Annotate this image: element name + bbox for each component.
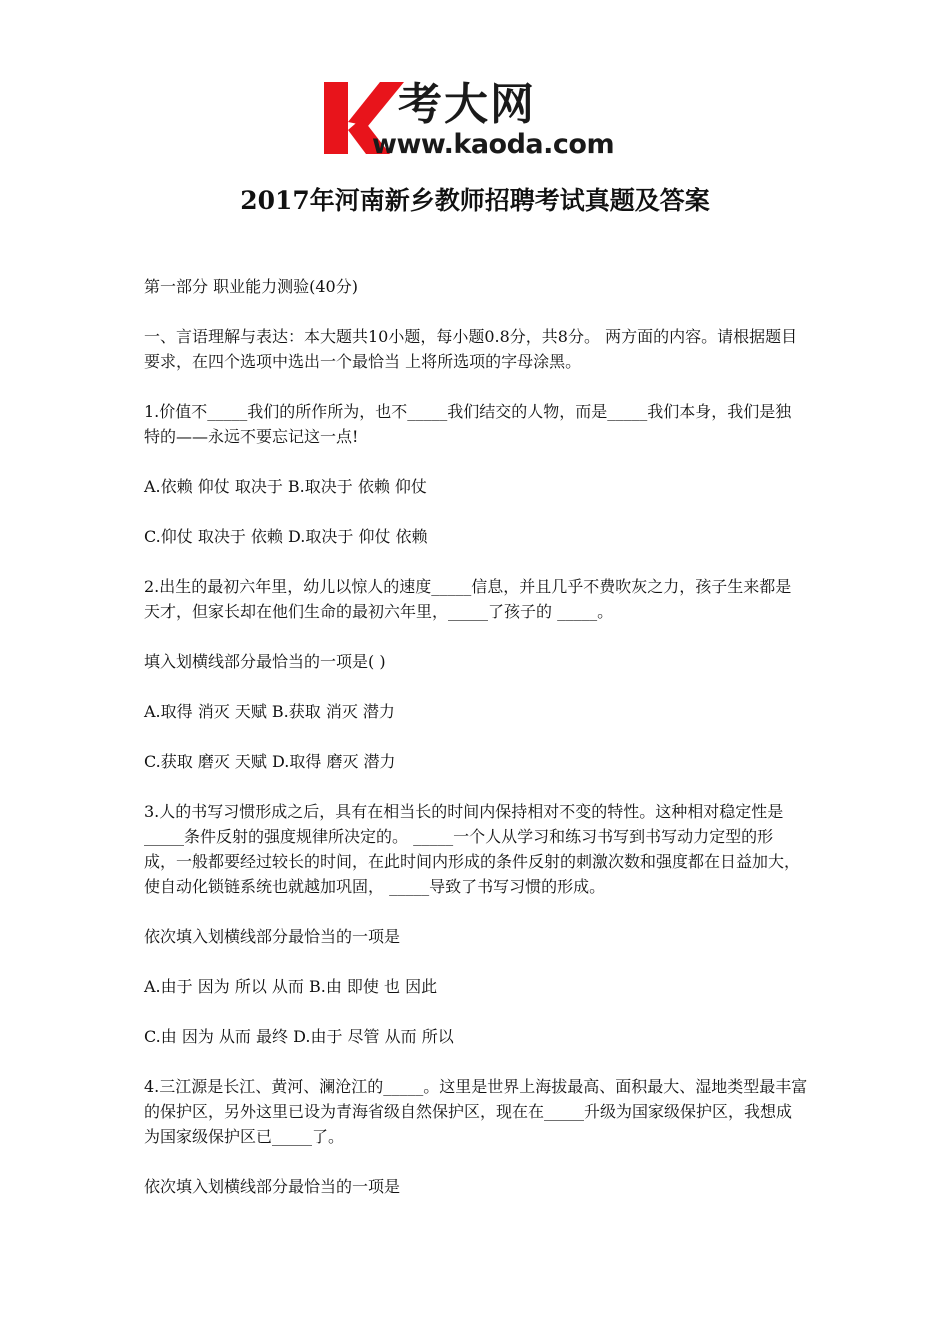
section-intro xyxy=(144,324,820,374)
question-1-options-ab: A.依赖 仰仗 取决于 B.取决于 依赖 仰仗 xyxy=(144,477,427,496)
question-2-options-cd: C.获取 磨灭 天赋 D.取得 磨灭 潜力 xyxy=(144,752,396,771)
logo-url: www.kaoda.com xyxy=(372,129,615,160)
logo-brand-name: 考大网 xyxy=(398,79,536,130)
question-2-prompt: 填入划横线部分最恰当的一项是( ) xyxy=(144,652,386,671)
stem-line: 3.人的书写习惯形成之后，具有在相当长的时间内保持相对不变的特性。这种相对稳定性是 xyxy=(144,802,784,821)
intro-line: 一、言语理解与表达：本大题共10小题，每小题0.8分，共8分。 两方面的内容。请根据题目 xyxy=(144,327,798,346)
logo-k-arm xyxy=(348,82,404,126)
stem-line: 为国家级保护区已_____了。 xyxy=(144,1127,345,1146)
stem-line: 2.出生的最初六年里，幼儿以惊人的速度_____信息，并且几乎不费吹灰之力，孩子生来都是 xyxy=(144,577,792,596)
question-3-options-cd: C.由 因为 从而 最终 D.由于 尽管 从而 所以 xyxy=(144,1027,454,1046)
logo-k-stem xyxy=(324,82,348,154)
question-4-stem xyxy=(144,1074,820,1149)
question-3-prompt: 依次填入划横线部分最恰当的一项是 xyxy=(144,927,401,946)
stem-line: _____条件反射的强度规律所决定的。 _____一个人从学习和练习书写到书写动力定型的形 xyxy=(144,827,774,846)
question-3-options-ab: A.由于 因为 所以 从而 B.由 即使 也 因此 xyxy=(144,977,438,996)
question-3-stem xyxy=(144,799,820,899)
intro-line: 要求，在四个选项中选出一个最恰当 上将所选项的字母涂黑。 xyxy=(144,352,582,371)
stem-line: 成，一般都要经过较长的时间，在此时间内形成的条件反射的刺激次数和强度都在日益加大， xyxy=(144,852,801,871)
document-body xyxy=(144,274,820,1224)
question-2-stem xyxy=(144,574,820,624)
section-title: 第一部分 职业能力测验(40分) xyxy=(144,277,358,296)
question-1-options-cd: C.仰仗 取决于 依赖 D.取决于 仰仗 依赖 xyxy=(144,527,428,546)
stem-line: 使自动化锁链系统也就越加巩固， _____导致了书写习惯的形成。 xyxy=(144,877,606,896)
document-title: 2017年河南新乡教师招聘考试真题及答案 xyxy=(240,186,710,215)
question-2-options-ab: A.取得 消灭 天赋 B.获取 消灭 潜力 xyxy=(144,702,395,721)
stem-line: 特的——永远不要忘记这一点! xyxy=(144,427,359,446)
question-1-stem xyxy=(144,399,820,449)
kaoda-logo xyxy=(318,78,638,160)
stem-line: 1.价值不_____我们的所作所为，也不_____我们结交的人物，而是_____我们本身，我们是独 xyxy=(144,402,792,421)
stem-line: 的保护区，另外这里已设为青海省级自然保护区，现在在_____升级为国家级保护区，我想成 xyxy=(144,1102,793,1121)
stem-line: 天才，但家长却在他们生命的最初六年里，_____了孩子的 _____。 xyxy=(144,602,614,621)
stem-line: 4.三江源是长江、黄河、澜沧江的_____。这里是世界上海拔最高、面积最大、湿地类型最丰富 xyxy=(144,1077,808,1096)
question-4-prompt: 依次填入划横线部分最恰当的一项是 xyxy=(144,1177,401,1196)
